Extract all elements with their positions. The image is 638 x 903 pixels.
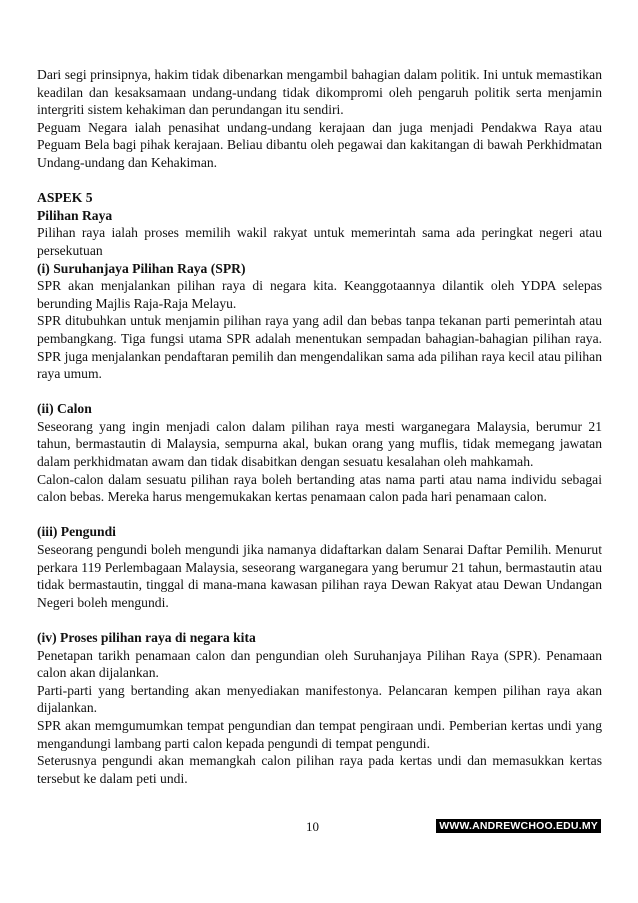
intro-paragraph-2: Peguam Negara ialah penasihat undang-undang kerajaan dan juga menjadi Pendakwa Raya atau Peguam Bela bagi pihak kerajaan. Beliau dibantu oleh pegawai dan kakitangan di bawah Perkhidmatan Undang-undang dan Kehakiman. [37, 119, 602, 170]
spacer [37, 172, 602, 190]
page-footer [0, 818, 638, 836]
document-body [37, 66, 602, 787]
section-proses-paragraph-4: Seterusnya pengundi akan memangkah calon pilihan raya pada kertas undi dan memasukkan kertas tersebut ke dalam peti undi. [37, 753, 602, 786]
spacer [37, 611, 602, 629]
section-pengundi-paragraph: Seseorang pengundi boleh mengundi jika namanya didaftarkan dalam Senarai Daftar Pemilih. Menurut perkara 119 Perlembagaan Malaysia, seseorang warganegara yang berumur 21 tahun, bermastautin atau tidak bermastautin, tinggal di mana-mana kawasan pilihan raya Dewan Rakyat atau Dewan Undangan Negeri boleh mengundi. [37, 542, 602, 610]
section-calon-heading: (ii) Calon [37, 401, 92, 417]
spacer [37, 383, 602, 401]
section-pengundi-heading: (iii) Pengundi [37, 524, 116, 540]
page-number: 10 [306, 819, 319, 834]
section-proses-paragraph-2: Parti-parti yang bertanding akan menyediakan manifestonya. Pelancaran kempen pilihan raya akan dijalankan. [37, 682, 602, 716]
website-link[interactable]: WWW.ANDREWCHOO.EDU.MY [436, 819, 601, 833]
section-calon-paragraph-1: Seseorang yang ingin menjadi calon dalam pilihan raya mesti warganegara Malaysia, berumur 21 tahun, bermastautin di Malaysia, sempurna akal, bukan orang yang muflis, tidak memegang jawatan dalam perkhidmatan awam dan tidak disabitkan dengan sesuatu kesalahan oleh mahkamah. [37, 418, 602, 470]
aspek-paragraph: Pilihan raya ialah proses memilih wakil rakyat untuk memerintah sama ada peringkat negeri atau persekutuan [37, 225, 602, 258]
section-calon-paragraph-2: Calon-calon dalam sesuatu pilihan raya boleh bertanding atas nama parti atau nama individu sebagai calon bebas. Mereka harus mengemukakan kertas penamaan calon pada hari penamaan calon. [37, 471, 602, 505]
section-proses-heading: (iv) Proses pilihan raya di negara kita [37, 630, 256, 645]
intro-paragraph-1: Dari segi prinsipnya, hakim tidak dibenarkan mengambil bahagian dalam politik. Ini untuk memastikan keadilan dan kesaksamaan undang-undang tidak dikompromi oleh pengaruh politik serta menjamin intergriti sistem kehakiman dan perundangan itu sendiri. [37, 67, 602, 118]
section-spr-paragraph-2: SPR ditubuhkan untuk menjamin pilihan raya yang adil dan bebas tanpa tekanan parti pemerintah atau pembangkang. Tiga fungsi utama SPR adalah menentukan sempadan bahagian-bahagian pilihan raya. SPR juga menjalankan pendaftaran pemilih dan mengendalikan sama ada pilihan raya kecil atau pilihan raya umum. [37, 313, 602, 382]
aspek-subheading: Pilihan Raya [37, 207, 113, 223]
section-proses-paragraph-1: Penetapan tarikh penamaan calon dan pengundian oleh Suruhanjaya Pilihan Raya (SPR). Penamaan calon akan dijalankan. [37, 647, 602, 681]
aspek-heading: ASPEK 5 [37, 190, 93, 206]
section-spr-heading: (i) Suruhanjaya Pilihan Raya (SPR) [37, 260, 246, 276]
spacer [37, 506, 602, 524]
section-proses-paragraph-3: SPR akan memgumumkan tempat pengundian dan tempat pengiraan undi. Pemberian kertas undi yang mengandungi lambang parti calon kepada pengundi di tempat pengundi. [37, 717, 602, 751]
section-spr-paragraph-1: SPR akan menjalankan pilihan raya di negara kita. Keanggotaannya dilantik oleh YDPA selepas berunding Majlis Raja-Raja Melayu. [37, 278, 602, 311]
